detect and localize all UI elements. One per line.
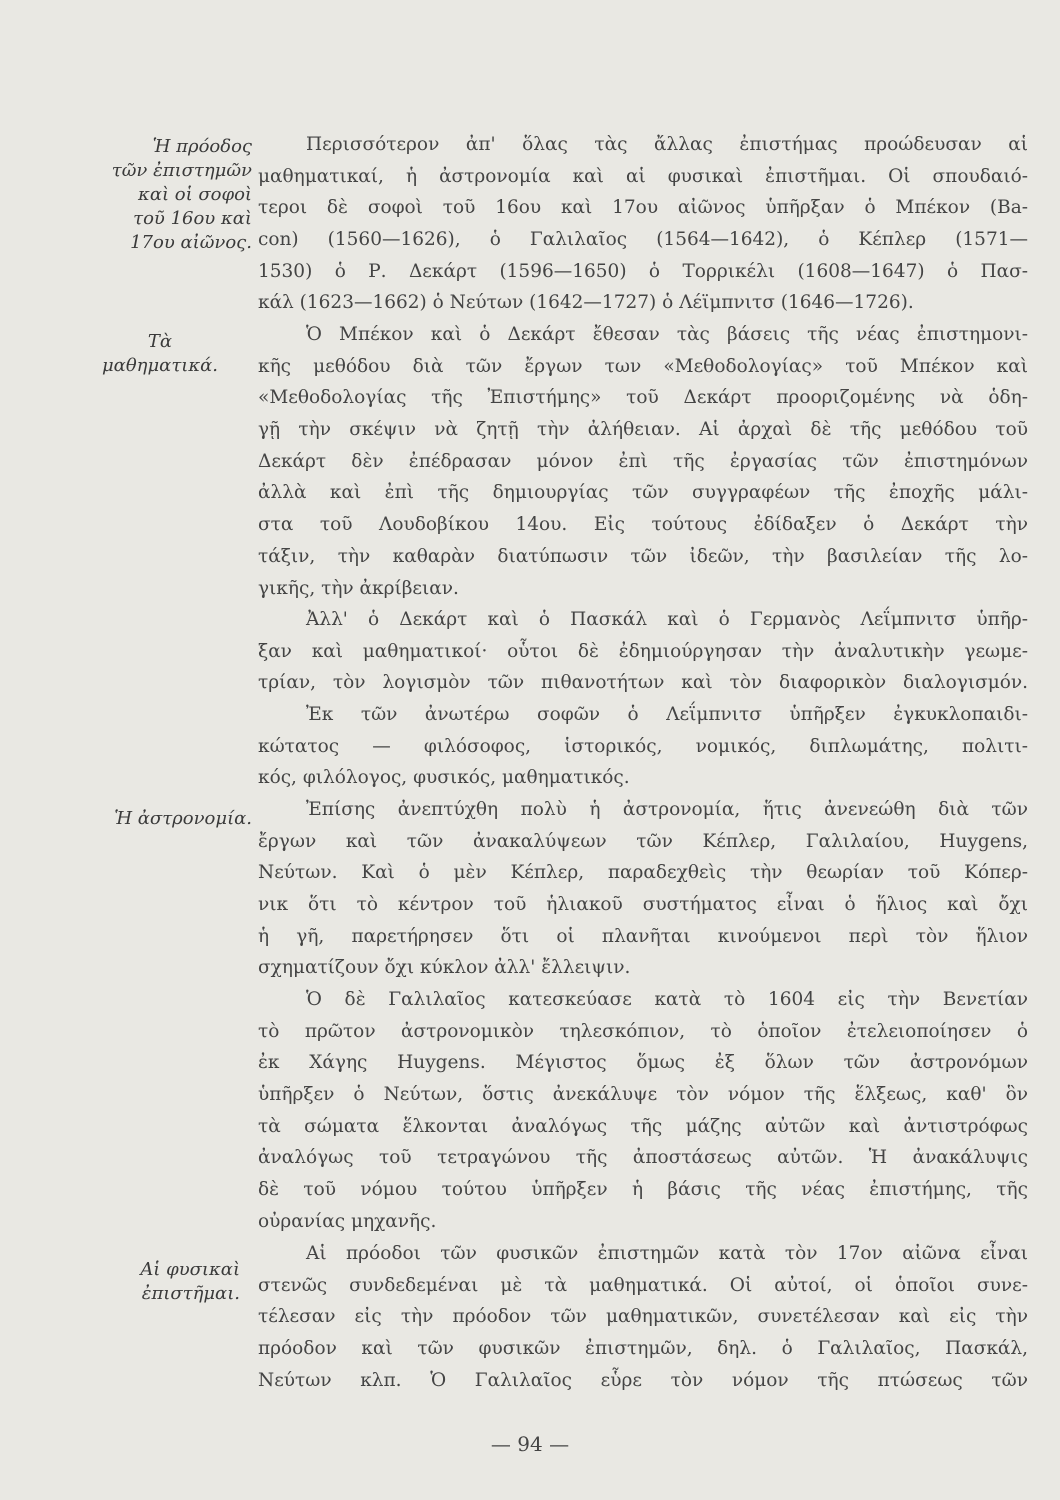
- paragraph-intro: [258, 129, 1028, 319]
- paragraph-method: [258, 319, 1028, 604]
- text-line: ἔργων καὶ τῶν ἀνακαλύψεων τῶν Κέπλερ, Γαλιλαίου, Huygens,: [258, 830, 1028, 852]
- text-line: πρόοδον καὶ τῶν φυσικῶν ἐπιστημῶν, δηλ. ὁ Γαλιλαῖος, Πασκάλ,: [258, 1338, 1028, 1360]
- text-line: Νεύτων. Καὶ ὁ μὲν Κέπλερ, παραδεχθεὶς τὴν θεωρίαν τοῦ Κόπερ-: [258, 862, 1028, 884]
- sidenote-line: τῶν ἐπιστημῶν: [111, 160, 252, 181]
- text-line: τεροι δὲ σοφοὶ τοῦ 16ου καὶ 17ου αἰῶνος ὑπῆρξαν ὁ Μπέκον (Ba-: [258, 197, 1028, 219]
- text-line: στα τοῦ Λουδοβίκου 14ου. Εἰς τούτους ἐδίδαξεν ὁ Δεκάρτ τὴν: [258, 514, 1028, 536]
- sidenote-line: Αἱ φυσικαὶ: [140, 1259, 240, 1280]
- sidenote-line: Ἡ πρόοδος: [152, 136, 252, 157]
- text-line: κάλ (1623—1662) ὁ Νεύτων (1642—1727) ὁ Λέϊμπνιτσ (1646—1726).: [258, 292, 914, 314]
- sidenote-physical-sciences: [30, 1258, 240, 1306]
- text-line: σχηματίζουν ὄχι κύκλον ἀλλ' ἔλλειψιν.: [258, 957, 631, 979]
- text-line: γικῆς, τὴν ἀκρίβειαν.: [258, 577, 459, 599]
- text-line: στενῶς συνδεδεμέναι μὲ τὰ μαθηματικά. Οἱ αὐτοί, οἱ ὁποῖοι συνε-: [258, 1274, 1028, 1296]
- text-line: γῇ τὴν σκέψιν νὰ ζητῇ τὴν ἀλήθειαν. Αἱ ἀρχαὶ δὲ τῆς μεθόδου τοῦ: [258, 419, 1028, 441]
- text-line: τρίαν, τὸν λογισμὸν τῶν πιθανοτήτων καὶ τὸν διαφορικὸν διαλογισμόν.: [258, 672, 1028, 694]
- text-line: Αἱ πρόοδοι τῶν φυσικῶν ἐπιστημῶν κατὰ τὸν 17ον αἰῶνα εἶναι: [306, 1243, 1028, 1264]
- text-line: ὑπῆρξεν ὁ Νεύτων, ὅστις ἀνεκάλυψε τὸν νόμον τῆς ἕλξεως, καθ' ὃν: [258, 1084, 1028, 1106]
- text-line: ἐκ Χάγης Huygens. Μέγιστος ὅμως ἐξ ὅλων τῶν ἀστρονόμων: [258, 1052, 1028, 1074]
- paragraph-telescope: [258, 984, 1028, 1238]
- text-line: Ἐκ τῶν ἀνωτέρω σοφῶν ὁ Λεΐμπνιτσ ὑπῆρξεν ἐγκυκλοπαιδι-: [306, 704, 1028, 725]
- text-line: Ὁ δὲ Γαλιλαῖος κατεσκεύασε κατὰ τὸ 1604 εἰς τὴν Βενετίαν: [306, 989, 1028, 1010]
- text-line: ἡ γῆ, παρετήρησεν ὅτι οἱ πλανῆται κινούμενοι περὶ τὸν ἥλιον: [258, 925, 1028, 947]
- text-line: κῆς μεθόδου διὰ τῶν ἔργων των «Μεθοδολογίας» τοῦ Μπέκον καὶ: [258, 355, 1028, 377]
- text-line: τάξιν, τὴν καθαρὰν διατύπωσιν τῶν ἰδεῶν, τὴν βασιλείαν τῆς λο-: [258, 545, 1028, 567]
- text-line: ξαν καὶ μαθηματικοί· οὗτοι δὲ ἐδημιούργησαν τὴν ἀναλυτικὴν γεωμε-: [258, 640, 1028, 662]
- text-line: Ὁ Μπέκον καὶ ὁ Δεκάρτ ἔθεσαν τὰς βάσεις τῆς νέας ἐπιστημονι-: [306, 324, 1028, 345]
- sidenote-progress-of-sciences: [30, 135, 252, 255]
- paragraph-leibniz: [258, 699, 1028, 794]
- paragraph-physical-sciences: [258, 1238, 1028, 1396]
- text-line: Περισσότερον ἀπ' ὅλας τὰς ἄλλας ἐπιστήμας προώδευσαν αἱ: [306, 134, 1028, 155]
- text-line: κώτατος — φιλόσοφος, ἱστορικός, νομικός, διπλωμάτης, πολιτι-: [258, 735, 1028, 757]
- sidenote-line: Ἡ ἀστρονομία.: [114, 808, 252, 829]
- text-line: τὸ πρῶτον ἀστρονομικὸν τηλεσκόπιον, τὸ ὁποῖον ἐτελειοποίησεν ὁ: [258, 1020, 1028, 1042]
- text-line: Νεύτων κλπ. Ὁ Γαλιλαῖος εὗρε τὸν νόμον τῆς πτώσεως τῶν: [258, 1369, 1028, 1391]
- sidenote-line: ἐπιστῆμαι.: [141, 1283, 240, 1304]
- text-line: «Μεθοδολογίας τῆς Ἐπιστήμης» τοῦ Δεκάρτ προοριζομένης νὰ ὁδη-: [258, 387, 1028, 409]
- text-line: μαθηματικαί, ἡ ἀστρονομία καὶ αἱ φυσικαὶ ἐπιστῆμαι. Οἱ σπουδαιό-: [258, 165, 1028, 187]
- text-line: δὲ τοῦ νόμου τούτου ὑπῆρξεν ἡ βάσις τῆς νέας ἐπιστήμης, τῆς: [258, 1179, 1028, 1201]
- text-line: τὰ σώματα ἕλκονται ἀναλόγως τῆς μάζης αὐτῶν καὶ ἀντιστρόφως: [258, 1115, 1028, 1137]
- sidenote-line: καὶ οἱ σοφοὶ: [138, 184, 252, 205]
- sidenote-line: τοῦ 16ου καὶ: [133, 208, 252, 229]
- text-line: κός, φιλόλογος, φυσικός, μαθηματικός.: [258, 767, 630, 789]
- text-line: Ἀλλ' ὁ Δεκάρτ καὶ ὁ Πασκάλ καὶ ὁ Γερμανὸς Λεΐμπνιτσ ὑπῆρ-: [306, 609, 1028, 630]
- paragraph-mathematicians: [258, 604, 1028, 699]
- text-line: ἀναλόγως τοῦ τετραγώνου τῆς ἀποστάσεως αὐτῶν. Ἡ ἀνακάλυψις: [258, 1147, 1028, 1169]
- text-line: τέλεσαν εἰς τὴν πρόοδον τῶν μαθηματικῶν, συνετέλεσαν καὶ εἰς τὴν: [258, 1306, 1028, 1328]
- paragraph-astronomy: [258, 794, 1028, 984]
- page-number: — 94 —: [490, 1432, 570, 1456]
- text-line: νικ ὅτι τὸ κέντρον τοῦ ἡλιακοῦ συστήματος εἶναι ὁ ἥλιος καὶ ὄχι: [258, 894, 1028, 916]
- sidenote-line: μαθηματικά.: [101, 355, 219, 376]
- text-line: οὐρανίας μηχανῆς.: [258, 1210, 437, 1232]
- sidenote-mathematics: [70, 330, 250, 378]
- text-line: ἀλλὰ καὶ ἐπὶ τῆς δημιουργίας τῶν συγγραφέων τῆς ἐποχῆς μάλι-: [258, 482, 1028, 504]
- text-line: Δεκάρτ δὲν ἐπέδρασαν μόνον ἐπὶ τῆς ἐργασίας τῶν ἐπιστημόνων: [258, 450, 1028, 472]
- text-line: con) (1560—1626), ὁ Γαλιλαῖος (1564—1642), ὁ Κέπλερ (1571—: [258, 229, 1028, 251]
- sidenote-line: Τὰ: [147, 331, 173, 352]
- sidenote-line: 17ου αἰῶνος.: [130, 232, 252, 253]
- sidenote-astronomy: [30, 807, 252, 831]
- text-line: 1530) ὁ Ρ. Δεκάρτ (1596—1650) ὁ Τορρικέλι (1608—1647) ὁ Πασ-: [258, 260, 1028, 282]
- text-line: Ἐπίσης ἀνεπτύχθη πολὺ ἡ ἀστρονομία, ἥτις ἀνενεώθη διὰ τῶν: [306, 799, 1028, 820]
